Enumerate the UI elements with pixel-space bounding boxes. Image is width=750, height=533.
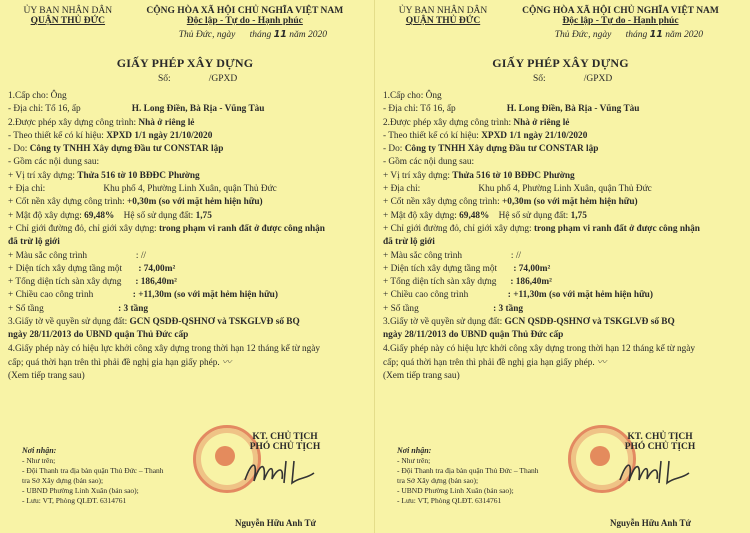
issuer-line2: QUẬN THỦ ĐỨC (30, 16, 106, 26)
content-line: + Cốt nền xây dựng công trình: +0,30m (so với mặt hẻm hiện hữu) (383, 197, 638, 208)
content-line: + Chỉ giới đường đỏ, chỉ giới xây dựng: trong phạm vi ranh đất ở được công nhận (8, 223, 325, 234)
content-line: cấp; quá thời hạn trên thì phải đề nghị gia hạn giấy phép. 〰 (383, 356, 607, 368)
content-line: 1.Cấp cho: Ông (383, 91, 442, 101)
content-line: cấp; quá thời hạn trên thì phải đề nghị gia hạn giấy phép. 〰 (8, 356, 232, 368)
signature-icon (240, 455, 320, 487)
document-title: GIẤY PHÉP XÂY DỰNG (116, 56, 254, 70)
recipients-block: Nơi nhận: - Như trên; - Đội Thanh tra địa bàn quận Thủ Đức – Thanh tra Sở Xây dựng (bản sao); - UBND Phường Linh Xuân (bản sao); - Lưu: VT, Phòng QLĐT. 6314761 (22, 446, 164, 505)
content-line: 2.Được phép xây dựng công trình: Nhà ở riêng lẻ (383, 117, 570, 128)
content-line: + Màu sắc công trình : // (8, 250, 146, 261)
content-line: - Địa chỉ: Tổ 16, ấp H. Long Điền, Bà Rịa - Vũng Tàu (383, 104, 640, 115)
initial-mark-icon: 〰 (597, 356, 607, 368)
content-line: đã trừ lộ giới (8, 237, 60, 248)
content-line: 3.Giấy tờ về quyền sử dụng đất: GCN QSDĐ-QSHNƠ và TSKGLVĐ số BQ (383, 317, 675, 328)
national-heading: CỘNG HÒA XÃ HỘI CHỦ NGHĨA VIỆT NAM Độc lập - Tự do - Hạnh phúc (522, 6, 719, 26)
content-line: + Vị trí xây dựng: Thửa 516 tờ 10 BĐĐC Phường (8, 170, 200, 181)
national-heading (128, 6, 362, 26)
content-line: + Diện tích xây dựng tầng một : 74,00m² (8, 263, 176, 274)
content-line: + Cốt nền xây dựng công trình: +0,30m (so với mặt hẻm hiện hữu) (8, 197, 263, 208)
content-line: + Mật độ xây dựng: 69,48% Hệ số sử dụng đất: 1,75 (383, 210, 587, 221)
content-line: đã trừ lộ giới (383, 237, 435, 248)
content-line: + Diện tích xây dựng tầng một : 74,00m² (383, 263, 551, 274)
issuer-heading (8, 6, 128, 26)
content-line: 4.Giấy phép này có hiệu lực khởi công xây dựng trong thời hạn 12 tháng kể từ ngày (383, 343, 696, 354)
content-line: - Do: Công ty TNHH Xây dựng Đầu tư CONSTAR lập (383, 144, 599, 155)
document-title: GIẤY PHÉP XÂY DỰNG (492, 56, 629, 70)
signatory-title: KT. CHỦ TỊCH PHÓ CHỦ TỊCH (249, 432, 321, 452)
national-line1: CỘNG HÒA XÃ HỘI CHỦ NGHĨA VIỆT NAM (146, 6, 344, 16)
document-number: Số: /GPXD (533, 74, 613, 84)
document-number: Số: /GPXD (158, 74, 238, 84)
content-line: + Số tầng : 3 tầng (8, 303, 149, 314)
issuer-line1: ỦY BAN NHÂN DÂN (23, 6, 113, 16)
issuer-heading: ỦY BAN NHÂN DÂN QUẬN THỦ ĐỨC (398, 6, 488, 26)
content-line: + Số tầng : 3 tầng (383, 303, 524, 314)
national-line2: Độc lập - Tự do - Hạnh phúc (186, 16, 303, 26)
issue-date: Thủ Đức, ngày tháng 11 năm 2020 (178, 29, 327, 40)
content-line: + Mật độ xây dựng: 69,48% Hệ số sử dụng đất: 1,75 (8, 210, 212, 221)
content-line: + Chỉ giới đường đỏ, chỉ giới xây dựng: trong phạm vi ranh đất ở được công nhận (383, 223, 700, 234)
signatory-name: Nguyễn Hữu Anh Tứ (235, 518, 316, 528)
header (383, 6, 738, 26)
content-line: + Tổng diện tích sàn xây dựng : 186,40m² (383, 277, 552, 288)
header (8, 6, 362, 26)
content-line: - Gồm các nội dung sau: (8, 157, 100, 168)
see-next-note: (Xem tiếp trang sau) (383, 371, 460, 382)
see-next-note: (Xem tiếp trang sau) (8, 371, 85, 382)
signatory-name: Nguyễn Hữu Anh Tứ (610, 518, 691, 528)
content-line: + Chiều cao công trình : +11,30m (so với mặt hẻm hiện hữu) (8, 290, 278, 301)
recipients-block: Nơi nhận: - Như trên; - Đội Thanh tra địa bàn quận Thủ Đức – Thanh tra Sở Xây dựng (bản sao); - UBND Phường Linh Xuân (bản sao); - Lưu: VT, Phòng QLĐT. 6314761 (397, 446, 539, 505)
content-line: + Địa chỉ: Khu phố 4, Phường Linh Xuân, quận Thủ Đức (383, 184, 652, 195)
content-line: - Do: Công ty TNHH Xây dựng Đầu tư CONSTAR lập (8, 144, 224, 155)
content-line: 2.Được phép xây dựng công trình: Nhà ở riêng lẻ (8, 117, 195, 128)
permit-page-right (375, 0, 750, 533)
content-line: + Tổng diện tích sàn xây dựng : 186,40m² (8, 277, 177, 288)
content-line: + Vị trí xây dựng: Thửa 516 tờ 10 BĐĐC Phường (383, 170, 575, 181)
permit-content (383, 90, 738, 384)
content-line: + Màu sắc công trình : // (383, 250, 521, 261)
content-line: ngày 28/11/2013 do UBND quận Thủ Đức cấp (383, 330, 564, 341)
signature-icon (615, 455, 695, 487)
content-line: - Địa chỉ: Tổ 16, ấp H. Long Điền, Bà Rịa - Vũng Tàu (8, 104, 265, 115)
initial-mark-icon: 〰 (222, 356, 232, 368)
content-line: 1.Cấp cho: Ông (8, 91, 67, 101)
permit-content (8, 90, 362, 384)
content-line: - Gồm các nội dung sau: (383, 157, 475, 168)
content-line: + Địa chỉ: Khu phố 4, Phường Linh Xuân, quận Thủ Đức (8, 184, 277, 195)
issue-date: Thủ Đức, ngày tháng 11 năm 2020 (554, 29, 703, 40)
signatory-title: KT. CHỦ TỊCH PHÓ CHỦ TỊCH (624, 432, 696, 452)
content-line: + Chiều cao công trình : +11,30m (so với mặt hẻm hiện hữu) (383, 290, 653, 301)
content-line: 3.Giấy tờ về quyền sử dụng đất: GCN QSDĐ-QSHNƠ và TSKGLVĐ số BQ (8, 317, 300, 328)
content-line: 4.Giấy phép này có hiệu lực khởi công xây dựng trong thời hạn 12 tháng kể từ ngày (8, 343, 321, 354)
content-line: - Theo thiết kế có kí hiệu: XPXD 1/1 ngày 21/10/2020 (8, 130, 213, 141)
content-line: - Theo thiết kế có kí hiệu: XPXD 1/1 ngày 21/10/2020 (383, 130, 588, 141)
content-line: ngày 28/11/2013 do UBND quận Thủ Đức cấp (8, 330, 189, 341)
